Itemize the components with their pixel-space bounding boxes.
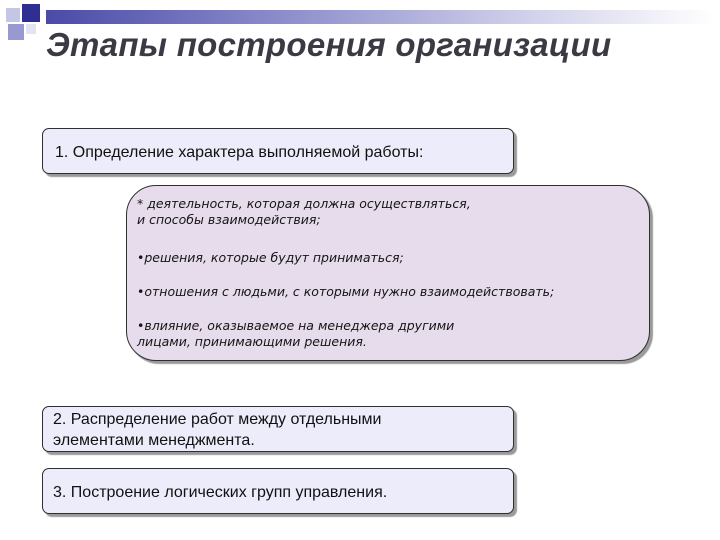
step-1-label: 1. Определение характера выполняемой работы:: [55, 144, 424, 161]
step-2-label: 2. Распределение работ между отдельными элементами менеджмента.: [53, 411, 382, 449]
header-gradient-bar: [46, 10, 714, 24]
step-3-box: [42, 468, 514, 514]
step-2-box: [42, 406, 514, 452]
detail-item: •влияние, оказываемое на менеджера другими лицами, принимающими решения.: [137, 318, 455, 349]
detail-item: * деятельность, которая должна осуществляться, и способы взаимодействия;: [137, 196, 471, 227]
step-3-label: 3. Построение логических групп управления.: [53, 484, 388, 501]
decorative-square: [8, 24, 24, 40]
step-1-box: [42, 128, 514, 174]
detail-item: •решения, которые будут приниматься;: [137, 250, 404, 265]
decorative-square: [26, 24, 36, 34]
page-title: Этапы построения организации: [46, 26, 612, 63]
decorative-square: [6, 8, 20, 22]
detail-item: •отношения с людьми, с которыми нужно взаимодействовать;: [137, 284, 555, 299]
step-1-details-box: [126, 185, 650, 361]
decorative-square: [22, 4, 40, 22]
